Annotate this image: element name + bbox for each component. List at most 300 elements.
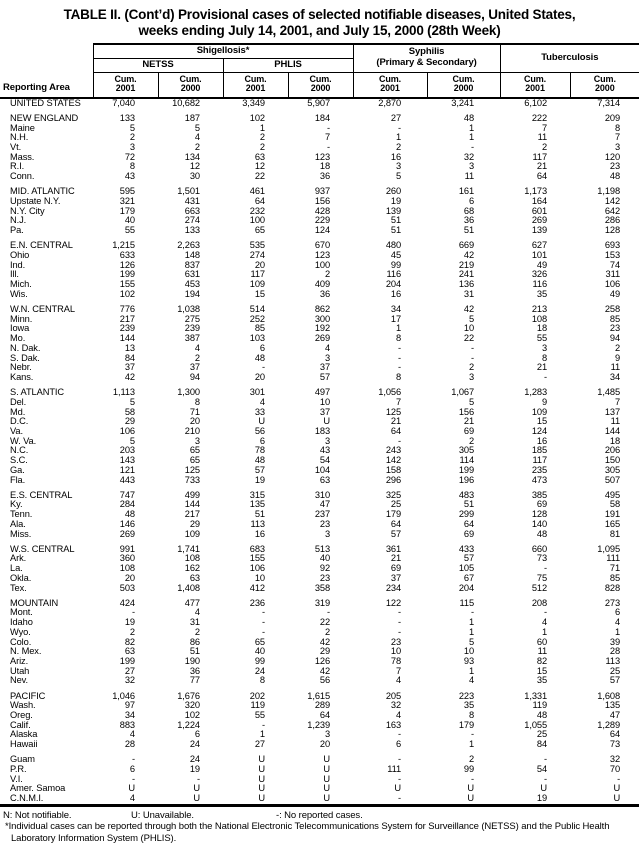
value-cell: 507: [604, 475, 621, 485]
value-cell: 20: [254, 373, 265, 382]
value-cell: 48: [254, 353, 265, 363]
table-row: [0, 692, 639, 702]
value-cell: 19: [189, 765, 200, 775]
value-cell: 56: [319, 676, 331, 686]
value-cell: -: [544, 755, 548, 765]
reporting-area-cell: Alaska: [10, 730, 38, 740]
value-cell: 15: [254, 289, 265, 299]
value-cell: 3,349: [242, 97, 265, 108]
table-row: [0, 500, 639, 510]
reporting-area-cell: S.C.: [10, 456, 28, 466]
footnote-legend-line: [3, 810, 636, 821]
value-cell: 190: [184, 656, 200, 666]
syphilis-group-header: [353, 44, 500, 73]
column-header-phlis-cum-2000: Cum. 2000: [288, 72, 353, 97]
value-cell: 11: [537, 647, 548, 657]
value-cell: 409: [314, 280, 331, 290]
value-cell: 136: [458, 280, 475, 290]
value-cell: 55: [124, 226, 135, 236]
value-cell: 11: [537, 133, 548, 143]
value-cell: 9: [614, 353, 621, 363]
value-cell: 443: [119, 475, 135, 485]
value-cell: 387: [184, 334, 200, 344]
value-cell: 1,501: [177, 187, 200, 197]
value-cell: -: [398, 730, 402, 740]
table-row: [0, 765, 639, 775]
value-cell: 30: [189, 172, 200, 182]
value-cell: 535: [249, 241, 265, 251]
value-cell: 269: [119, 529, 135, 539]
value-cell: 109: [184, 529, 200, 539]
value-cell: -: [132, 755, 135, 765]
value-cell: 51: [390, 226, 402, 236]
value-cell: 58: [124, 407, 135, 417]
value-cell: -: [544, 608, 548, 618]
value-cell: 85: [254, 324, 265, 334]
value-cell: U: [323, 755, 331, 765]
value-cell: 65: [254, 226, 265, 236]
value-cell: 837: [184, 260, 200, 270]
value-cell: 124: [531, 427, 548, 437]
value-cell: 670: [314, 241, 331, 251]
tuberculosis-group-header: Tuberculosis: [500, 44, 639, 73]
table-row: [0, 711, 639, 721]
value-cell: 102: [249, 113, 265, 123]
value-cell: 102: [119, 289, 135, 299]
table-row: [0, 584, 639, 594]
table-row: [0, 305, 639, 315]
value-cell: 126: [119, 260, 135, 270]
column-header-netss-cum-2000: Cum. 2000: [158, 72, 223, 97]
reporting-area-cell: Ala.: [10, 519, 26, 529]
value-cell: 2: [468, 436, 475, 446]
value-cell: 204: [458, 583, 475, 593]
value-cell: 499: [184, 490, 200, 500]
value-cell: 4: [324, 343, 331, 353]
value-cell: 128: [531, 510, 548, 520]
value-cell: 2: [194, 627, 200, 637]
value-cell: 2: [259, 133, 265, 143]
table-row: [0, 491, 639, 501]
reporting-area-cell: Amer. Samoa: [10, 784, 66, 794]
reporting-area-cell: Del.: [10, 397, 27, 407]
value-cell: 1: [468, 133, 475, 143]
table-row: [0, 172, 639, 182]
reporting-area-cell: Colo.: [10, 637, 32, 647]
value-cell: 3: [129, 143, 135, 153]
reporting-area-cell: N.C.: [10, 446, 29, 456]
value-cell: 1,289: [597, 720, 621, 730]
value-cell: 125: [385, 407, 402, 417]
reporting-area-cell: S. ATLANTIC: [10, 388, 65, 398]
value-cell: 631: [184, 270, 200, 280]
value-cell: 1,056: [378, 388, 402, 398]
page-title: [0, 0, 639, 39]
value-cell: 7: [614, 397, 621, 407]
value-cell: 29: [319, 647, 331, 657]
value-cell: 75: [536, 573, 548, 583]
reporting-area-cell: Tex.: [10, 583, 27, 593]
value-cell: 16: [254, 529, 265, 539]
table-row: [0, 153, 639, 163]
value-cell: 7,314: [597, 97, 621, 108]
value-cell: 315: [249, 490, 265, 500]
value-cell: 32: [463, 152, 475, 162]
value-cell: U: [258, 765, 265, 775]
value-cell: 155: [249, 554, 265, 564]
reporting-area-cell: N. Dak.: [10, 343, 41, 353]
table-row: [0, 162, 639, 172]
value-cell: 20: [319, 740, 331, 750]
value-cell: 64: [463, 519, 475, 529]
value-cell: 105: [458, 564, 475, 574]
value-cell: 223: [458, 691, 475, 701]
value-cell: 2: [395, 143, 402, 153]
value-cell: 12: [254, 162, 265, 172]
value-cell: -: [544, 373, 548, 382]
value-cell: 103: [249, 334, 265, 344]
value-cell: -: [327, 143, 331, 153]
value-cell: 42: [463, 251, 475, 261]
value-cell: U: [323, 765, 331, 775]
value-cell: 319: [314, 598, 331, 608]
value-cell: 36: [463, 216, 475, 226]
value-cell: 185: [531, 446, 548, 456]
value-cell: 63: [189, 573, 200, 583]
value-cell: 273: [604, 598, 621, 608]
value-cell: -: [398, 618, 402, 628]
value-cell: 34: [390, 305, 402, 315]
reporting-area-cell: Hawaii: [10, 740, 38, 750]
value-cell: 21: [390, 554, 402, 564]
value-cell: 78: [390, 656, 402, 666]
reporting-area-cell: Vt.: [10, 143, 22, 153]
value-cell: 512: [531, 583, 548, 593]
value-cell: 5: [395, 172, 402, 182]
value-cell: U: [258, 755, 265, 765]
value-cell: 42: [319, 666, 331, 676]
value-cell: 16: [536, 436, 548, 446]
table-row: [0, 554, 639, 564]
value-cell: 5: [129, 397, 135, 407]
value-cell: 139: [531, 226, 548, 236]
value-cell: 693: [604, 241, 621, 251]
table-row: [0, 599, 639, 609]
value-cell: 358: [314, 583, 331, 593]
value-cell: 3: [324, 353, 331, 363]
reporting-area-cell: N.H.: [10, 133, 29, 143]
value-cell: 217: [119, 314, 135, 324]
value-cell: 47: [319, 500, 331, 510]
value-cell: 1,173: [524, 187, 548, 197]
value-cell: 385: [531, 490, 548, 500]
value-cell: 97: [124, 701, 135, 711]
value-cell: 7: [614, 133, 621, 143]
table-row: [0, 740, 639, 750]
value-cell: 601: [531, 206, 548, 216]
value-cell: 64: [536, 172, 548, 182]
reporting-area-cell: Upstate N.Y.: [10, 197, 61, 207]
value-cell: -: [544, 774, 548, 784]
value-cell: -: [471, 774, 475, 784]
reporting-area-cell: NEW ENGLAND: [10, 113, 79, 123]
value-cell: 108: [119, 564, 135, 574]
value-cell: 133: [119, 113, 135, 123]
value-cell: 158: [385, 465, 402, 475]
value-cell: 31: [189, 618, 200, 628]
table-row: [0, 476, 639, 486]
reporting-area-cell: Oreg.: [10, 711, 33, 720]
value-cell: 19: [390, 197, 402, 207]
value-cell: 11: [610, 363, 621, 373]
value-cell: U: [570, 794, 639, 805]
value-cell: 162: [184, 564, 200, 574]
value-cell: 106: [604, 280, 621, 290]
value-cell: 117: [532, 152, 548, 162]
value-cell: 54: [536, 765, 548, 775]
value-cell: 67: [463, 573, 475, 583]
value-cell: 78: [254, 446, 265, 456]
value-cell: 86: [189, 637, 200, 647]
table-row: [0, 446, 639, 456]
reporting-area-cell: Ill.: [10, 270, 19, 280]
value-cell: 47: [609, 711, 621, 720]
value-cell: 4: [129, 730, 135, 740]
value-cell: 937: [314, 187, 331, 197]
value-cell: 69: [463, 427, 475, 437]
value-cell: 5: [194, 123, 200, 133]
value-cell: 150: [604, 456, 621, 466]
value-cell: 3: [324, 436, 331, 446]
value-cell: 269: [531, 216, 548, 226]
value-cell: 29: [124, 417, 135, 427]
reporting-area-cell: Ind.: [10, 260, 26, 270]
reporting-area-cell: PACIFIC: [10, 691, 46, 701]
value-cell: 29: [189, 519, 200, 529]
value-cell: U: [193, 784, 200, 794]
table-row: [0, 226, 639, 236]
value-cell: 179: [119, 206, 135, 216]
value-cell: 51: [463, 226, 475, 236]
value-cell: 27: [124, 666, 135, 676]
value-cell: 1,283: [524, 388, 548, 398]
value-cell: 120: [604, 152, 621, 162]
value-cell: 8: [395, 373, 402, 382]
value-cell: 497: [314, 388, 331, 398]
value-cell: 144: [184, 500, 200, 510]
value-cell: -: [197, 774, 200, 784]
table-row: [0, 775, 639, 785]
value-cell: U: [258, 774, 265, 784]
syphilis-label-line2: (Primary & Secondary): [376, 57, 477, 69]
value-cell: 48: [609, 172, 621, 182]
value-cell: U: [323, 417, 331, 427]
value-cell: 51: [189, 647, 200, 657]
reporting-area-cell: W.N. CENTRAL: [10, 305, 75, 315]
value-cell: -: [262, 363, 265, 373]
value-cell: 2: [541, 143, 548, 153]
value-cell: 203: [119, 446, 135, 456]
table-row: [0, 466, 639, 476]
value-cell: 15: [536, 666, 548, 676]
reporting-area-cell: Calif.: [10, 720, 31, 730]
value-cell: -: [398, 627, 402, 637]
value-cell: U: [258, 784, 265, 794]
value-cell: 883: [119, 720, 135, 730]
value-cell: 3: [324, 730, 331, 740]
value-cell: 326: [531, 270, 548, 280]
value-cell: 148: [184, 251, 200, 261]
table-row: [0, 676, 639, 686]
value-cell: 109: [249, 280, 265, 290]
value-cell: 4: [194, 343, 200, 353]
value-cell: 43: [124, 172, 135, 182]
value-cell: 234: [385, 583, 402, 593]
value-cell: 15: [536, 417, 548, 427]
value-cell: 5: [468, 397, 475, 407]
value-cell: 121: [119, 465, 135, 475]
value-cell: 142: [604, 197, 621, 207]
table-row: [0, 667, 639, 677]
value-cell: 477: [184, 598, 200, 608]
value-cell: 16: [390, 289, 402, 299]
value-cell: 3: [395, 162, 402, 172]
value-cell: 1,038: [177, 305, 200, 315]
value-cell: 77: [189, 676, 200, 686]
value-cell: 1,741: [177, 544, 200, 554]
value-cell: -: [398, 123, 402, 133]
value-cell: 495: [604, 490, 621, 500]
value-cell: U: [394, 784, 402, 794]
value-cell: 109: [531, 407, 548, 417]
value-cell: 310: [314, 490, 331, 500]
reporting-area-cell: W. Va.: [10, 436, 37, 446]
table-row: [0, 520, 639, 530]
value-cell: 94: [189, 373, 200, 382]
value-cell: 19: [500, 794, 570, 805]
table-row: [0, 324, 639, 334]
table-row: [0, 647, 639, 657]
value-cell: 663: [184, 206, 200, 216]
value-cell: 126: [314, 656, 331, 666]
value-cell: 669: [458, 241, 475, 251]
value-cell: 21: [536, 363, 548, 373]
value-cell: 2: [129, 627, 135, 637]
value-cell: U: [467, 784, 475, 794]
table-row: [0, 794, 639, 805]
title-line-1: TABLE II. (Cont’d) Provisional cases of selected notifiable diseases, United States,: [63, 7, 576, 22]
value-cell: 60: [536, 637, 548, 647]
reporting-area-cell: Okla.: [10, 573, 32, 583]
value-cell: 74: [609, 260, 621, 270]
value-cell: 7,040: [112, 97, 135, 108]
value-cell: 42: [124, 373, 135, 382]
value-cell: 1: [468, 666, 475, 676]
value-cell: 37: [124, 363, 135, 373]
footnote-no-reported-cases: -: No reported cases.: [276, 809, 363, 821]
value-cell: 213: [531, 305, 548, 315]
reporting-area-cell: Utah: [10, 666, 30, 676]
value-cell: 2,870: [378, 97, 402, 108]
value-cell: 204: [385, 280, 402, 290]
value-cell: 862: [314, 305, 331, 315]
value-cell: 24: [189, 740, 200, 750]
title-line-2: weeks ending July 14, 2001, and July 15, 2000 (28th Week): [138, 22, 501, 38]
table-row: [0, 143, 639, 153]
value-cell: 123: [314, 251, 331, 261]
value-cell: 111: [606, 554, 621, 564]
value-cell: 24: [254, 666, 265, 676]
value-cell: 85: [609, 573, 621, 583]
value-cell: 106: [119, 427, 135, 437]
value-cell: 1: [395, 133, 402, 143]
value-cell: 6: [259, 343, 265, 353]
value-cell: -: [398, 774, 402, 784]
value-cell: 10: [463, 647, 475, 657]
value-cell: 10: [463, 324, 475, 334]
value-cell: 34: [609, 373, 621, 382]
value-cell: 8: [129, 162, 135, 172]
column-header-tb-cum-2001: Cum. 2001: [500, 72, 570, 97]
footnotes: [0, 807, 639, 844]
value-cell: 1: [395, 324, 402, 334]
value-cell: 143: [119, 456, 135, 466]
value-cell: 7: [395, 397, 402, 407]
value-cell: -: [327, 123, 331, 133]
value-cell: 232: [249, 206, 265, 216]
value-cell: 28: [609, 647, 621, 657]
reporting-area-cell: E.N. CENTRAL: [10, 241, 73, 251]
value-cell: 69: [463, 529, 475, 539]
value-cell: 4: [194, 608, 200, 618]
value-cell: -: [398, 755, 402, 765]
value-cell: 84: [536, 740, 548, 750]
value-cell: 122: [385, 598, 402, 608]
value-cell: 32: [390, 701, 402, 711]
value-cell: 208: [531, 598, 548, 608]
value-cell: -: [544, 564, 548, 574]
value-cell: 99: [390, 260, 402, 270]
value-cell: 4: [259, 397, 265, 407]
reporting-area-cell: Fla.: [10, 475, 26, 485]
value-cell: 3: [194, 436, 200, 446]
notifiable-diseases-table: [0, 43, 639, 807]
table-row: [0, 456, 639, 466]
value-cell: 1,046: [112, 691, 135, 701]
value-cell: 3: [614, 143, 621, 153]
value-cell: 1,055: [524, 720, 548, 730]
shigellosis-group-header: Shigellosis*: [93, 44, 353, 59]
value-cell: -: [617, 774, 621, 784]
value-cell: 57: [390, 529, 402, 539]
value-cell: -: [398, 436, 402, 446]
column-header-syphilis-cum-2001: Cum. 2001: [353, 72, 427, 97]
value-cell: 269: [314, 334, 331, 344]
column-header-syphilis-cum-2000: Cum. 2000: [427, 72, 500, 97]
reporting-area-cell: Ark.: [10, 554, 27, 564]
value-cell: 274: [184, 216, 200, 226]
value-cell: 64: [390, 427, 402, 437]
value-cell: 81: [609, 529, 621, 539]
value-cell: 361: [385, 544, 402, 554]
value-cell: 321: [119, 197, 135, 207]
value-cell: U: [323, 784, 331, 794]
reporting-area-cell: Guam: [10, 755, 35, 765]
reporting-area-header: Reporting Area: [0, 44, 93, 98]
reporting-area-cell: Mo.: [10, 334, 26, 344]
value-cell: 219: [458, 260, 475, 270]
reporting-area-cell: Md.: [10, 407, 26, 417]
